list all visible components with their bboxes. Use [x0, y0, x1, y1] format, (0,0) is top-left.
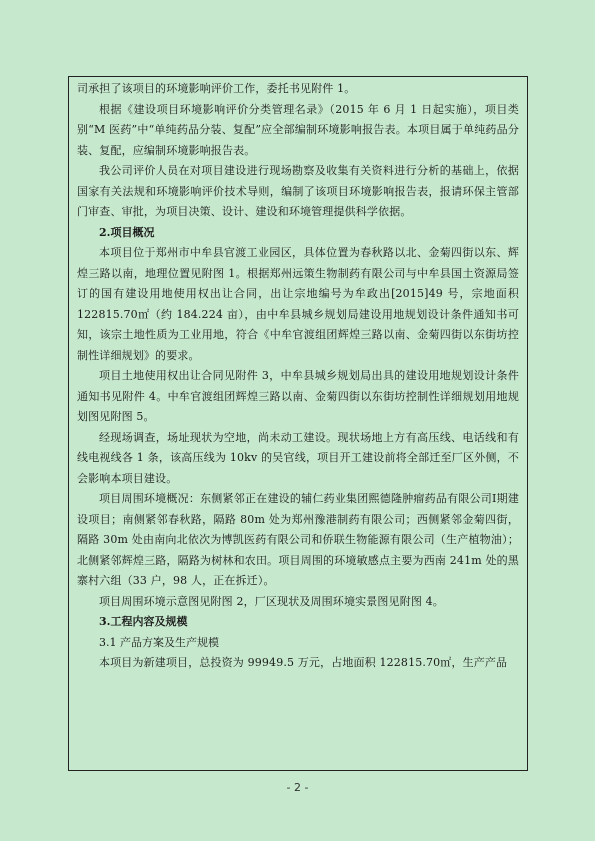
paragraph-investment: 本项目为新建项目，总投资为 99949.5 万元，占地面积 122815.70㎡，生产产品	[99, 656, 508, 669]
heading-scope: 3.工程内容及规模	[99, 615, 188, 628]
paragraph-land-contract: 项目土地使用权出让合同见附件 3，中牟县城乡规划局出具的建设用地规划设计条件通知书见附件 4。中牟官渡组团辉煌三路以南、金菊四街以东街坊控制性详细规划用地规划图见附图 5。	[77, 369, 519, 423]
paragraph-site-status: 经现场调查，场址现状为空地，尚未动工建设。现状场地上方有高压线、电话线和有线电视线各 1 条，该高压线为 10kv 的吴官线，项目开工建设前将全部迁至厂区外侧，不会影响本项目建设。	[77, 430, 519, 485]
page-number: - 2 -	[286, 781, 309, 794]
paragraph-surroundings-figure: 项目周围环境示意图见附图 2，厂区现状及周围环境实景图见附图 4。	[99, 594, 444, 608]
document-body	[68, 76, 528, 771]
paragraph-delegation: 司承担了该项目的环境影响评价工作，委托书见附件 1。	[77, 82, 356, 95]
subheading-product-plan: 3.1 产品方案及生产规模	[99, 635, 219, 649]
paragraph-surroundings: 项目周围环境概况：东侧紧邻正在建设的辅仁药业集团熙德隆肿瘤药品有限公司Ⅰ期建设项目；南侧紧邻春秋路，隔路 80m 处为郑州豫港制药有限公司；西侧紧邻金菊四街，隔路 30m 处由南向北依次为博凯医药有限公司和侨联生物能源有限公司（生产植物油）；北侧紧邻辉煌三路，隔路为树林和农田。项目周围的环境敏感点主要为西南 241m 处的黑寨村六组（33 户，98 人，正在拆迁）。	[77, 492, 519, 587]
paragraph-classification: 根据《建设项目环境影响评价分类管理名录》（2015 年 6 月 1 日起实施），项目类别“M 医药”中“单纯药品分装、复配”应全部编制环境影响报告表。本项目属于单纯药品分装、复配，应编制环境影响报告表。	[77, 102, 519, 157]
paragraph-assessment-basis: 我公司评价人员在对项目建设进行现场勘察及收集有关资料进行分析的基础上，依据国家有关法规和环境影响评价技术导则，编制了该项目环境影响报告表，报请环保主管部门审查、审批，为项目决策、设计、建设和环境管理提供科学依据。	[77, 164, 519, 218]
heading-project-overview: 2.项目概况	[99, 225, 155, 239]
paragraph-location: 本项目位于郑州市中牟县官渡工业园区，具体位置为春秋路以北、金菊四街以东、辉煌三路以南，地理位置见附图 1。根据郑州远策生物制药有限公司与中牟县国土资源局签订的国有建设用地使用权出让合同，出让宗地编号为牟政出[2015]49 号，宗地面积 122815.70㎡（约 184.224 亩），由中牟县城乡规划局建设用地规划设计条件通知书可知，该宗土地性质为工业用地，符合《中牟官渡组团辉煌三路以南、金菊四街以东街坊控制性详细规划》的要求。	[77, 246, 519, 362]
